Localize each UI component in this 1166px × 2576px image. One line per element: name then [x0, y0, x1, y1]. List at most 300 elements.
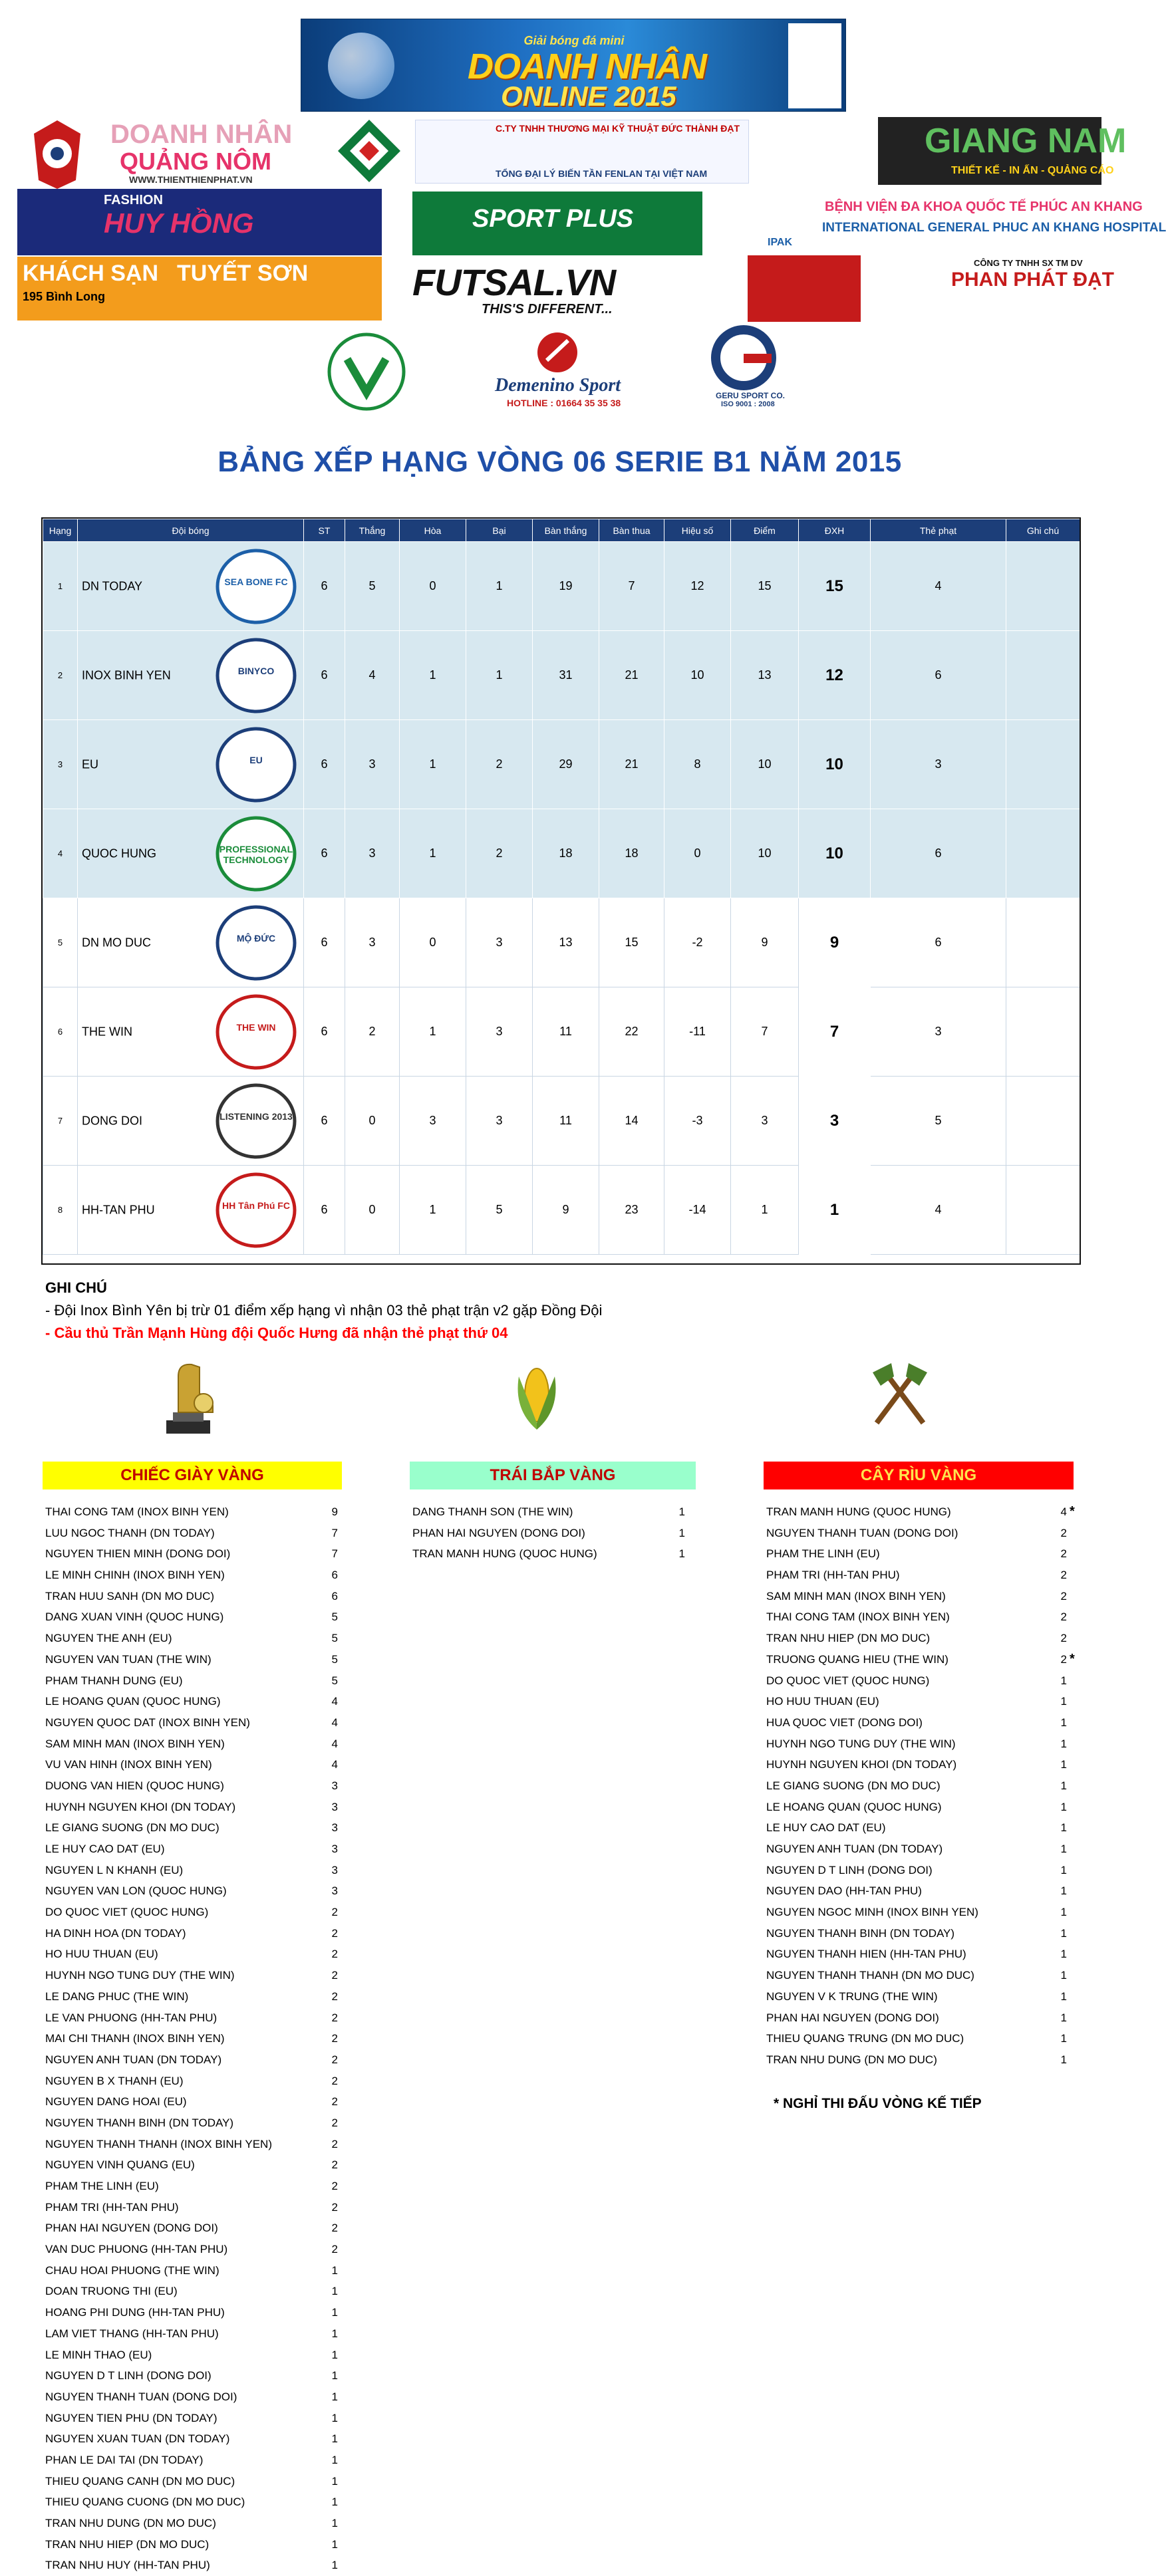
list-item	[766, 1523, 1086, 1544]
played-cell: 6	[304, 631, 345, 720]
player-count: 2	[331, 1969, 338, 1982]
losses-cell: 5	[466, 1166, 533, 1255]
ranking-points-cell: 1	[799, 1166, 871, 1255]
list-item	[766, 2049, 1086, 2071]
goal-diff-cell: 8	[664, 720, 731, 809]
list-item	[766, 1754, 1086, 1775]
team-logo-text: LISTENING 2013	[219, 1110, 293, 1122]
goals-against-cell: 18	[599, 809, 664, 898]
team-name: QUOC HUNG	[82, 846, 156, 860]
player-name: HO HUU THUAN (EU)	[766, 1695, 879, 1708]
player-name: NGUYEN D T LINH (DONG DOI)	[45, 2369, 212, 2383]
player-name: TRUONG QUANG HIEU (THE WIN)	[766, 1652, 948, 1666]
list-item	[45, 2007, 345, 2029]
list-item	[766, 1839, 1086, 1860]
ranking-points-cell: 3	[799, 1077, 871, 1166]
player-count: 1	[1060, 1800, 1067, 1813]
sponsor-huy-hong: FASHION HUY HỒNG	[17, 189, 382, 255]
goal-diff-cell: -11	[664, 987, 731, 1077]
golden-axe-list	[766, 1501, 1086, 2071]
player-count: 2	[1060, 1610, 1067, 1624]
player-count: 3	[331, 1863, 338, 1876]
player-name: HO HUU THUAN (EU)	[45, 1948, 158, 1961]
list-item	[45, 2239, 345, 2260]
page-title: BẢNG XẾP HẠNG VÒNG 06 SERIE B1 NĂM 2015	[218, 446, 902, 478]
list-item	[766, 1691, 1086, 1712]
list-item	[766, 1501, 1086, 1523]
list-item	[45, 2091, 345, 2113]
list-item	[45, 2176, 345, 2197]
goals-against-cell: 22	[599, 987, 664, 1077]
player-name: NGUYEN VINH QUANG (EU)	[45, 2158, 195, 2172]
player-name: VU VAN HINH (INOX BINH YEN)	[45, 1758, 212, 1771]
team-logo	[213, 815, 299, 893]
goals-for-cell: 11	[533, 1077, 599, 1166]
player-name: NGUYEN DAO (HH-TAN PHU)	[766, 1884, 922, 1898]
points-cell: 9	[731, 898, 799, 987]
col-header-cards: Thẻ phạt	[871, 519, 1006, 542]
team-name: EU	[82, 757, 99, 771]
team-logo-text: THE WIN	[236, 1021, 276, 1033]
col-header-goals-against: Bàn thua	[599, 519, 664, 542]
draws-cell: 1	[400, 987, 466, 1077]
player-count: 1	[1060, 1674, 1067, 1687]
rank-cell: 5	[43, 898, 78, 987]
cards-cell: 6	[871, 809, 1006, 898]
player-name: MAI CHI THANH (INOX BINH YEN)	[45, 2032, 225, 2045]
list-item	[45, 1965, 345, 1986]
list-item	[45, 1586, 345, 1607]
list-item	[45, 1649, 345, 1670]
sponsor-geru: GERU SPORT CO. ISO 9001 : 2008	[697, 324, 797, 411]
list-item	[412, 1523, 698, 1544]
player-count: 2	[331, 2011, 338, 2024]
player-count: 1	[331, 2390, 338, 2403]
player-count: 1	[1060, 1948, 1067, 1961]
sponsor-futsal-vn: FUTSAL.VN THIS'S DIFFERENT...	[408, 261, 725, 321]
player-count: 2	[331, 2158, 338, 2172]
list-item	[45, 1523, 345, 1544]
player-count: 1	[331, 2285, 338, 2298]
sponsor-green-circle	[327, 332, 406, 411]
played-cell: 6	[304, 720, 345, 809]
notes-heading: GHI CHÚ	[45, 1279, 107, 1296]
list-item	[45, 2450, 345, 2471]
col-header-rank: Hạng	[43, 519, 78, 542]
player-name: NGUYEN DANG HOAI (EU)	[45, 2095, 187, 2109]
draws-cell: 1	[400, 720, 466, 809]
team-logo-text: SEA BONE FC	[224, 576, 288, 587]
player-count: 5	[331, 1610, 338, 1624]
player-count: 2	[331, 2095, 338, 2109]
list-item	[766, 1649, 1086, 1670]
cards-cell: 3	[871, 720, 1006, 809]
list-item	[45, 1734, 345, 1755]
list-item	[45, 2302, 345, 2323]
team-name: DONG DOI	[82, 1114, 143, 1127]
list-item	[45, 1839, 345, 1860]
team-cell	[78, 542, 304, 631]
player-count: 5	[331, 1632, 338, 1645]
goals-for-cell: 13	[533, 898, 599, 987]
table-header-row	[43, 519, 1080, 542]
sponsor-demenino: Demenino Sport HOTLINE : 01664 35 35 38	[480, 327, 635, 414]
player-name: LE MINH CHINH (INOX BINH YEN)	[45, 1569, 225, 1582]
player-name: LAM VIET THANG (HH-TAN PHU)	[45, 2327, 219, 2340]
player-name: TRAN NHU HIEP (DN MO DUC)	[45, 2537, 210, 2551]
golden-boot-trophy-icon	[152, 1356, 225, 1436]
suspension-note: * NGHỈ THI ĐẤU VÒNG KẾ TIẾP	[774, 2096, 982, 2111]
player-count: 2	[331, 2200, 338, 2214]
player-name: PHAN LE DAI TAI (DN TODAY)	[45, 2453, 204, 2466]
team-logo-text: MỘ ĐỨC	[236, 932, 276, 944]
player-name: PHAN HAI NGUYEN (DONG DOI)	[766, 2011, 939, 2024]
ranking-points-cell: 9	[799, 898, 871, 987]
wins-cell: 5	[345, 542, 400, 631]
rank-cell: 1	[43, 542, 78, 631]
player-count: 2	[331, 1990, 338, 2003]
player-name: THIEU QUANG CUONG (DN MO DUC)	[45, 2496, 245, 2509]
list-item	[45, 1775, 345, 1797]
player-count: 2	[331, 2243, 338, 2256]
team-logo-text: BINYCO	[237, 665, 275, 676]
player-count: 2	[331, 1906, 338, 1919]
list-item	[45, 2471, 345, 2492]
note-cell	[1006, 898, 1080, 987]
list-item	[45, 2365, 345, 2386]
player-name: DANG THANH SON (THE WIN)	[412, 1505, 573, 1518]
note-cell	[1006, 1077, 1080, 1166]
player-name: THIEU QUANG TRUNG (DN MO DUC)	[766, 2032, 964, 2045]
golden-corn-list	[412, 1501, 698, 1565]
player-name: LE HUY CAO DAT (EU)	[45, 1843, 165, 1855]
team-cell	[78, 1166, 304, 1255]
list-item	[766, 2007, 1086, 2029]
list-item	[45, 2408, 345, 2429]
col-header-points: Điểm	[731, 519, 799, 542]
banner-title-line1: DOANH NHÂN	[468, 47, 706, 86]
player-count: 1	[1060, 2011, 1067, 2024]
sponsor-giang-nam: GIANG NAM THIẾT KẾ - IN ẤN - QUẢNG CÁO	[758, 117, 1101, 185]
player-name: TRAN MANH HUNG (QUOC HUNG)	[412, 1547, 597, 1561]
player-name: NGUYEN ANH TUAN (DN TODAY)	[766, 1843, 943, 1855]
player-count: 7	[331, 1526, 338, 1539]
player-name: LE MINH THAO (EU)	[45, 2348, 152, 2361]
sponsor-sport-plus: SPORT PLUS	[412, 192, 702, 255]
cards-cell: 3	[871, 987, 1006, 1077]
sponsor-duc-thanh-dat: C.TY TNHH THƯƠNG MẠI KỸ THUẬT ĐỨC THÀNH ĐẠT TỔNG ĐẠI LÝ BIẾN TẦN FENLAN TẠI VIỆT NAM	[415, 120, 749, 184]
list-item	[45, 1628, 345, 1649]
player-count: 1	[1060, 2032, 1067, 2045]
player-name: LE HOANG QUAN (QUOC HUNG)	[45, 1695, 221, 1708]
col-header-team: Đội bóng	[78, 519, 304, 542]
played-cell: 6	[304, 1166, 345, 1255]
player-name: PHAM TRI (HH-TAN PHU)	[45, 2200, 179, 2214]
col-header-notes: Ghi chú	[1006, 519, 1080, 542]
rank-cell: 3	[43, 720, 78, 809]
player-name: LE HUY CAO DAT (EU)	[766, 1821, 886, 1835]
player-count: 1	[1060, 1969, 1067, 1982]
wins-cell: 3	[345, 809, 400, 898]
losses-cell: 2	[466, 720, 533, 809]
player-name: THIEU QUANG CANH (DN MO DUC)	[45, 2474, 235, 2488]
wins-cell: 2	[345, 987, 400, 1077]
player-name: PHAM TRI (HH-TAN PHU)	[766, 1569, 900, 1582]
goals-for-cell: 18	[533, 809, 599, 898]
list-item	[45, 1501, 345, 1523]
cards-cell: 5	[871, 1077, 1006, 1166]
wins-cell: 0	[345, 1166, 400, 1255]
losses-cell: 3	[466, 1077, 533, 1166]
player-count: 3	[331, 1884, 338, 1898]
ranking-points-cell: 10	[799, 809, 871, 898]
player-count: 3	[331, 1779, 338, 1792]
team-name: DN TODAY	[82, 579, 143, 592]
player-count: 1	[331, 2496, 338, 2509]
player-name: NGUYEN B X THANH (EU)	[45, 2074, 184, 2087]
football-graphic	[328, 33, 394, 99]
player-count: 1	[331, 2348, 338, 2361]
standings-row	[43, 542, 1080, 631]
rank-cell: 6	[43, 987, 78, 1077]
goal-diff-cell: 10	[664, 631, 731, 720]
league-emblem-icon	[31, 117, 84, 190]
rank-cell: 8	[43, 1166, 78, 1255]
player-name: NGUYEN TIEN PHU (DN TODAY)	[45, 2411, 218, 2424]
team-cell	[78, 809, 304, 898]
list-item	[45, 1543, 345, 1565]
player-count: 7	[331, 1547, 338, 1561]
player-name: DO QUOC VIET (QUOC HUNG)	[45, 1906, 209, 1919]
suspension-star: *	[1070, 1504, 1075, 1519]
player-name: TRAN MANH HUNG (QUOC HUNG)	[766, 1505, 951, 1518]
player-count: 2	[331, 2180, 338, 2192]
player-count: 4	[331, 1695, 338, 1708]
golden-axe-header: CÂY RÌU VÀNG	[764, 1462, 1074, 1489]
notes-section	[45, 1277, 602, 1345]
sponsor-phan-phat-dat: CÔNG TY TNHH SX TM DV PHAN PHÁT ĐẠT	[748, 255, 1100, 322]
player-name: DUONG VAN HIEN (QUOC HUNG)	[45, 1779, 224, 1792]
draws-cell: 0	[400, 898, 466, 987]
sponsor-diamond-logo	[337, 118, 402, 184]
player-name: PHAM THE LINH (EU)	[766, 1547, 880, 1561]
player-count: 1	[331, 2537, 338, 2551]
list-item	[766, 1965, 1086, 1986]
list-item	[766, 1880, 1086, 1902]
list-item	[45, 1712, 345, 1734]
ranking-points-cell: 10	[799, 720, 871, 809]
player-count: 3	[331, 1800, 338, 1813]
goals-against-cell: 14	[599, 1077, 664, 1166]
player-count: 1	[678, 1505, 685, 1518]
player-name: LE DANG PHUC (THE WIN)	[45, 1990, 189, 2003]
player-name: VAN DUC PHUONG (HH-TAN PHU)	[45, 2243, 228, 2256]
player-count: 1	[331, 2559, 338, 2572]
col-header-played: ST	[304, 519, 345, 542]
player-count: 5	[331, 1652, 338, 1666]
player-count: 6	[331, 1569, 338, 1582]
golden-boot-header: CHIẾC GIÀY VÀNG	[43, 1462, 342, 1489]
list-item	[45, 2386, 345, 2408]
player-name: PHAN HAI NGUYEN (DONG DOI)	[412, 1526, 585, 1539]
player-count: 1	[1060, 1758, 1067, 1771]
team-name: THE WIN	[82, 1025, 132, 1038]
player-name: THAI CONG TAM (INOX BINH YEN)	[766, 1610, 950, 1624]
player-count: 6	[331, 1589, 338, 1603]
list-item	[766, 1586, 1086, 1607]
player-name: DOAN TRUONG THI (EU)	[45, 2285, 178, 2298]
note-line-2: - Cầu thủ Trần Mạnh Hùng đội Quốc Hưng đã nhận thẻ phạt thứ 04	[45, 1325, 508, 1341]
draws-cell: 1	[400, 631, 466, 720]
list-item	[766, 1902, 1086, 1923]
player-name: NGUYEN THANH HIEN (HH-TAN PHU)	[766, 1948, 966, 1961]
player-name: NGUYEN THANH TUAN (DONG DOI)	[45, 2390, 237, 2403]
player-name: NGUYEN D T LINH (DONG DOI)	[766, 1863, 933, 1876]
player-count: 2	[331, 2137, 338, 2150]
points-cell: 1	[731, 1166, 799, 1255]
list-item	[45, 1565, 345, 1586]
cards-cell: 6	[871, 631, 1006, 720]
player-count: 1	[331, 2432, 338, 2446]
list-item	[766, 1923, 1086, 1944]
player-count: 1	[1060, 1990, 1067, 2003]
list-item	[45, 2197, 345, 2218]
player-name: CHAU HOAI PHUONG (THE WIN)	[45, 2263, 219, 2277]
player-name: DANG XUAN VINH (QUOC HUNG)	[45, 1610, 224, 1624]
list-item	[766, 1775, 1086, 1797]
player-name: TRAN NHU HUY (HH-TAN PHU)	[45, 2559, 210, 2572]
note-cell	[1006, 987, 1080, 1077]
goals-for-cell: 19	[533, 542, 599, 631]
wins-cell: 4	[345, 631, 400, 720]
list-item	[45, 1986, 345, 2007]
player-count: 2	[1060, 1652, 1067, 1666]
list-item	[45, 2534, 345, 2555]
standings-row	[43, 1166, 1080, 1255]
sponsor-phuc-an-khang: BỆNH VIỆN ĐA KHOA QUỐC TẾ PHÚC AN KHANG INTERNATIONAL GENERAL PHUC AN KHANG HOSPITAL IPAK	[752, 190, 1104, 254]
list-item	[45, 1670, 345, 1692]
player-count: 1	[1060, 1821, 1067, 1835]
list-item	[45, 2154, 345, 2176]
team-cell	[78, 720, 304, 809]
draws-cell: 0	[400, 542, 466, 631]
list-item	[45, 2218, 345, 2239]
player-name: TRAN NHU DUNG (DN MO DUC)	[766, 2053, 937, 2066]
golden-boot-list	[45, 1501, 345, 2576]
list-item	[412, 1501, 698, 1523]
list-item	[45, 1797, 345, 1818]
player-name: NGUYEN QUOC DAT (INOX BINH YEN)	[45, 1716, 250, 1729]
points-cell: 10	[731, 720, 799, 809]
col-header-losses: Bại	[466, 519, 533, 542]
losses-cell: 2	[466, 809, 533, 898]
standings-row	[43, 809, 1080, 898]
col-header-wins: Thắng	[345, 519, 400, 542]
list-item	[45, 2028, 345, 2049]
draws-cell: 3	[400, 1077, 466, 1166]
list-item	[45, 2428, 345, 2450]
list-item	[766, 1860, 1086, 1881]
diamond-logo-icon	[337, 118, 402, 184]
played-cell: 6	[304, 1077, 345, 1166]
player-count: 1	[331, 2369, 338, 2383]
player-count: 1	[1060, 1906, 1067, 1919]
list-item	[45, 2049, 345, 2071]
cards-cell: 6	[871, 898, 1006, 987]
goals-against-cell: 15	[599, 898, 664, 987]
player-count: 1	[331, 2453, 338, 2466]
list-item	[412, 1543, 698, 1565]
wins-cell: 3	[345, 720, 400, 809]
standings-row	[43, 987, 1080, 1077]
demenino-logo-icon	[480, 327, 635, 374]
goal-diff-cell: 0	[664, 809, 731, 898]
player-name: NGUYEN THANH THANH (DN MO DUC)	[766, 1969, 974, 1982]
list-item	[45, 2113, 345, 2134]
draws-cell: 1	[400, 1166, 466, 1255]
player-name: PHAM THANH DUNG (EU)	[45, 1674, 183, 1687]
team-logo-text: EU	[249, 754, 263, 765]
losses-cell: 3	[466, 987, 533, 1077]
player-count: 3	[331, 1843, 338, 1855]
points-cell: 3	[731, 1077, 799, 1166]
cards-cell: 4	[871, 1166, 1006, 1255]
list-item	[45, 1754, 345, 1775]
player-name: HUA QUOC VIET (DONG DOI)	[766, 1716, 923, 1729]
list-item	[45, 2555, 345, 2576]
player-name: PHAM THE LINH (EU)	[45, 2180, 159, 2192]
points-cell: 13	[731, 631, 799, 720]
player-count: 1	[1060, 1843, 1067, 1855]
list-item	[766, 1670, 1086, 1692]
losses-cell: 1	[466, 631, 533, 720]
played-cell: 6	[304, 898, 345, 987]
ranking-points-cell: 12	[799, 631, 871, 720]
golden-axe-icon	[863, 1356, 937, 1430]
goals-against-cell: 23	[599, 1166, 664, 1255]
player-count: 4	[331, 1758, 338, 1771]
player-name: NGUYEN THE ANH (EU)	[45, 1632, 172, 1645]
player-name: HUYNH NGUYEN KHOI (DN TODAY)	[766, 1758, 957, 1771]
player-name: TRAN NHU HIEP (DN MO DUC)	[766, 1632, 931, 1645]
player-name: LE VAN PHUONG (HH-TAN PHU)	[45, 2011, 218, 2024]
points-cell: 7	[731, 987, 799, 1077]
team-cell	[78, 987, 304, 1077]
player-count: 1	[1060, 1716, 1067, 1729]
team-logo-text: HH Tân Phú FC	[222, 1200, 290, 1211]
cards-cell: 4	[871, 542, 1006, 631]
goals-for-cell: 31	[533, 631, 599, 720]
player-name: TRAN HUU SANH (DN MO DUC)	[45, 1589, 215, 1603]
list-item	[45, 2513, 345, 2534]
note-cell	[1006, 1166, 1080, 1255]
note-cell	[1006, 809, 1080, 898]
draws-cell: 1	[400, 809, 466, 898]
player-name: HUYNH NGO TUNG DUY (THE WIN)	[45, 1969, 235, 1982]
team-cell	[78, 631, 304, 720]
goals-for-cell: 11	[533, 987, 599, 1077]
list-item	[45, 2281, 345, 2302]
team-name: HH-TAN PHU	[82, 1203, 155, 1216]
standings-row	[43, 898, 1080, 987]
player-count: 1	[331, 2306, 338, 2319]
team-cell	[78, 1077, 304, 1166]
list-item	[45, 2492, 345, 2513]
player-count: 2	[331, 2116, 338, 2129]
player-count: 2	[1060, 1547, 1067, 1561]
goals-against-cell: 7	[599, 542, 664, 631]
played-cell: 6	[304, 987, 345, 1077]
